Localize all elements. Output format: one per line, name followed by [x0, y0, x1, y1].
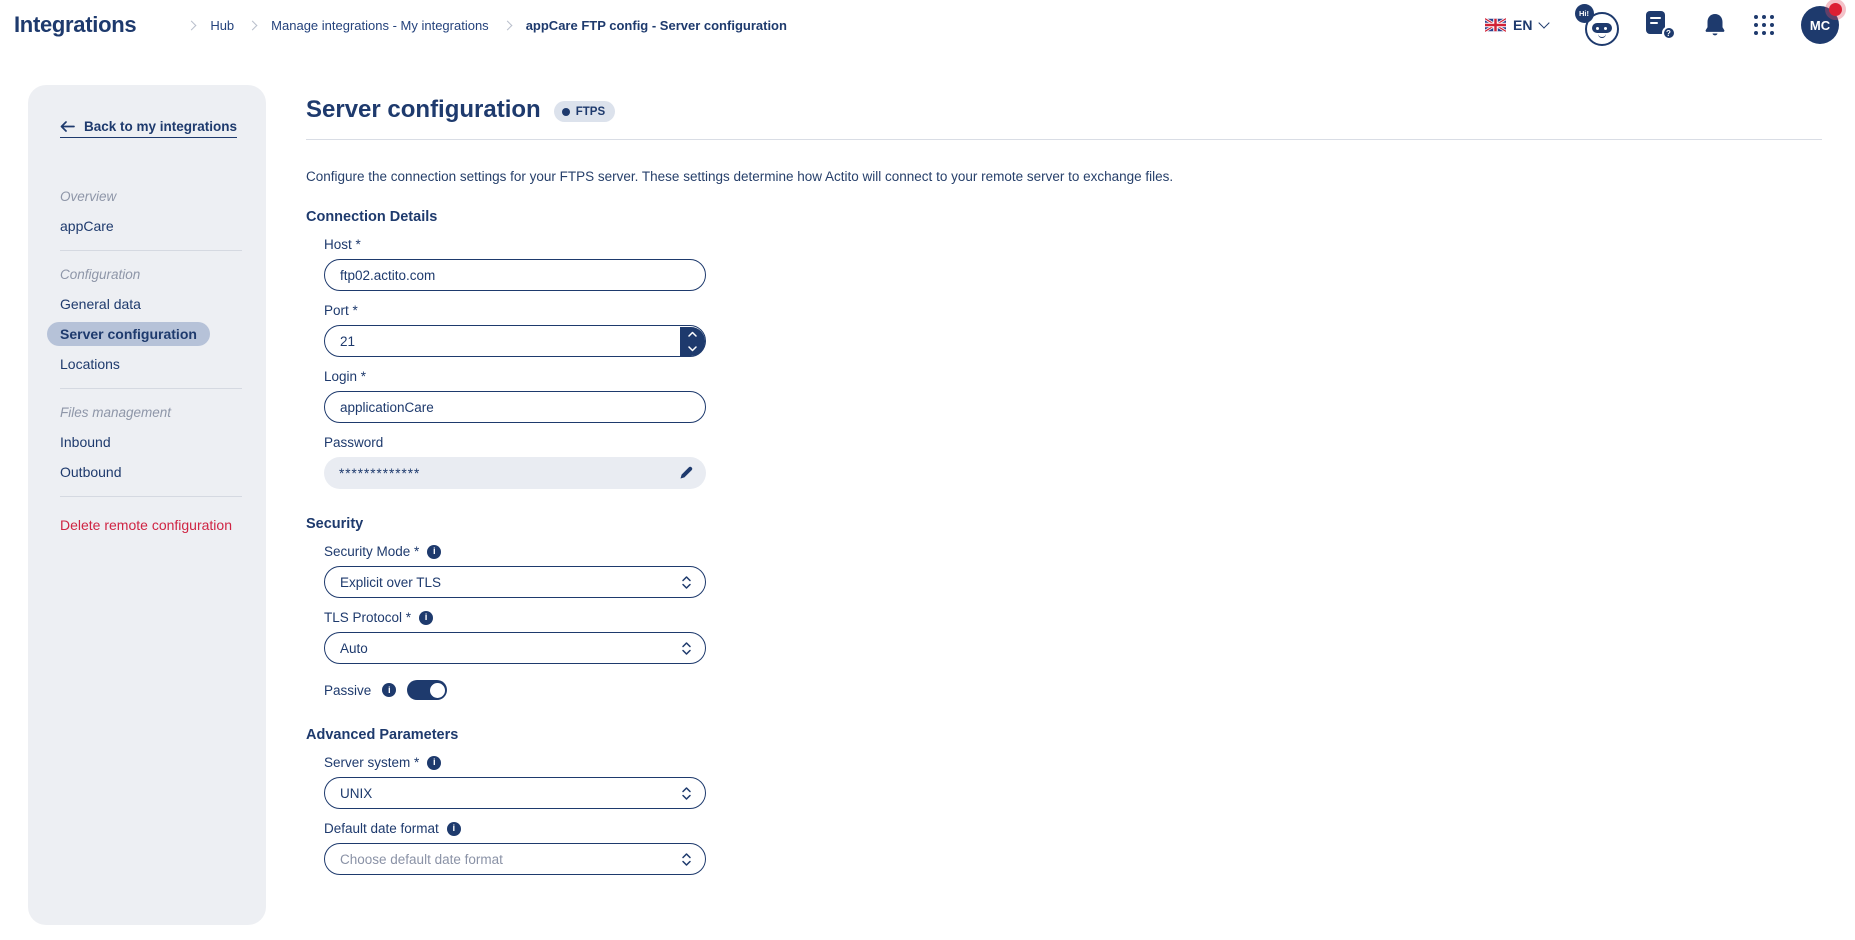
chevron-right-icon	[248, 21, 258, 31]
login-label: Login *	[324, 369, 367, 384]
server-system-value: UNIX	[340, 785, 373, 801]
section-heading-security: Security	[306, 516, 364, 532]
breadcrumb-hub[interactable]: Hub	[210, 17, 235, 33]
topbar-actions	[1485, 4, 1839, 46]
info-icon[interactable]: i	[447, 822, 461, 836]
port-input[interactable]	[324, 325, 706, 357]
default-date-format-select[interactable]	[324, 843, 706, 875]
port-increment-button[interactable]	[680, 327, 705, 341]
login-input[interactable]	[324, 391, 706, 423]
arrow-left-icon	[60, 121, 75, 132]
sidebar-item-appcare[interactable]: appCare	[60, 218, 114, 234]
port-input-wrap	[324, 325, 706, 357]
chevron-right-icon	[502, 21, 512, 31]
user-avatar[interactable]	[1801, 6, 1839, 44]
info-icon[interactable]: i	[419, 611, 433, 625]
main-content	[306, 85, 1822, 875]
password-input	[324, 457, 706, 489]
question-mark-badge: ?	[1662, 26, 1676, 40]
server-system-field-group	[324, 755, 1822, 809]
default-date-format-field-group	[324, 821, 1822, 875]
login-field-group	[324, 369, 1822, 423]
tls-protocol-value: Auto	[340, 640, 368, 656]
toggle-knob	[430, 683, 445, 698]
sidebar-item-inbound[interactable]: Inbound	[60, 434, 111, 450]
divider	[60, 388, 242, 389]
sidebar	[28, 85, 266, 925]
topbar	[0, 0, 1855, 50]
page-description: Configure the connection settings for your FTPS server. These settings determine how Actito will connect to your remote server to exchange files.	[306, 169, 1174, 184]
port-field-group	[324, 303, 1822, 357]
avatar-initials: MC	[1809, 17, 1831, 33]
protocol-badge-label: FTPS	[575, 105, 606, 118]
security-mode-label: Security Mode *	[324, 544, 420, 559]
notification-dot-icon	[1829, 3, 1842, 16]
apps-grid-icon[interactable]	[1754, 15, 1775, 36]
tls-protocol-label: TLS Protocol *	[324, 610, 412, 625]
language-label: EN	[1513, 17, 1533, 33]
tls-protocol-select[interactable]	[324, 632, 706, 664]
divider	[60, 496, 242, 497]
port-label: Port *	[324, 303, 358, 318]
section-title-overview: Overview	[60, 189, 117, 204]
server-system-select[interactable]	[324, 777, 706, 809]
connection-details-fields	[324, 237, 1822, 489]
security-mode-select[interactable]	[324, 566, 706, 598]
page-header	[306, 85, 1822, 124]
section-heading-connection-details: Connection Details	[306, 209, 438, 225]
security-mode-value: Explicit over TLS	[340, 574, 442, 590]
help-button[interactable]	[1646, 9, 1676, 41]
security-mode-field-group	[324, 544, 1822, 598]
section-title-files-management: Files management	[60, 405, 172, 420]
divider	[60, 250, 242, 251]
breadcrumb-current-page: appCare FTP config - Server configuration	[525, 17, 787, 33]
password-field-group	[324, 435, 1822, 489]
language-selector[interactable]	[1485, 17, 1547, 33]
sidebar-nav	[60, 182, 242, 535]
info-icon[interactable]: i	[427, 756, 441, 770]
uk-flag-icon	[1485, 18, 1506, 32]
sidebar-item-outbound[interactable]: Outbound	[60, 464, 122, 480]
assistant-hi-badge: Hi!	[1575, 4, 1594, 23]
back-to-integrations-link[interactable]	[60, 119, 237, 138]
host-field-group	[324, 237, 1822, 291]
unfold-chevrons-icon	[681, 852, 692, 867]
port-decrement-button[interactable]	[680, 342, 705, 356]
passive-label: Passive	[324, 682, 372, 698]
server-system-label: Server system *	[324, 755, 420, 770]
section-heading-advanced-parameters: Advanced Parameters	[306, 727, 459, 743]
info-icon[interactable]: i	[382, 683, 396, 697]
password-label: Password	[324, 435, 384, 450]
tls-protocol-field-group	[324, 610, 1822, 664]
default-date-format-placeholder: Choose default date format	[340, 851, 503, 867]
unfold-chevrons-icon	[681, 575, 692, 590]
security-fields	[324, 544, 1822, 700]
page-title: Server configuration	[306, 96, 541, 123]
badge-dot-icon	[562, 108, 570, 116]
default-date-format-label: Default date format	[324, 821, 439, 836]
unfold-chevrons-icon	[681, 786, 692, 801]
chevron-right-icon	[187, 21, 197, 31]
sidebar-item-server-configuration[interactable]: Server configuration	[47, 322, 210, 346]
assistant-chatbot-button[interactable]	[1575, 4, 1619, 46]
app-title[interactable]: Integrations	[14, 12, 137, 37]
back-link-label: Back to my integrations	[84, 119, 238, 134]
pencil-icon	[678, 466, 693, 481]
breadcrumb-manage-integrations[interactable]: Manage integrations - My integrations	[271, 17, 489, 33]
sidebar-item-general-data[interactable]: General data	[60, 296, 141, 312]
edit-password-button[interactable]	[676, 464, 694, 482]
delete-remote-configuration-row	[60, 517, 242, 535]
delete-remote-configuration-link[interactable]: Delete remote configuration	[60, 517, 232, 533]
info-icon[interactable]: i	[427, 545, 441, 559]
advanced-parameters-fields	[324, 755, 1822, 875]
chevron-down-icon	[1538, 17, 1549, 28]
divider	[306, 139, 1822, 140]
password-input-wrap	[324, 457, 706, 489]
port-stepper	[680, 327, 705, 356]
protocol-badge	[554, 101, 615, 122]
notifications-bell-icon[interactable]	[1703, 12, 1727, 38]
unfold-chevrons-icon	[681, 641, 692, 656]
host-label: Host *	[324, 237, 361, 252]
sidebar-item-locations[interactable]: Locations	[60, 356, 120, 372]
breadcrumb	[188, 18, 787, 33]
section-title-configuration: Configuration	[60, 267, 141, 282]
passive-toggle[interactable]	[407, 680, 447, 700]
host-input[interactable]	[324, 259, 706, 291]
passive-field-group	[324, 680, 1822, 700]
